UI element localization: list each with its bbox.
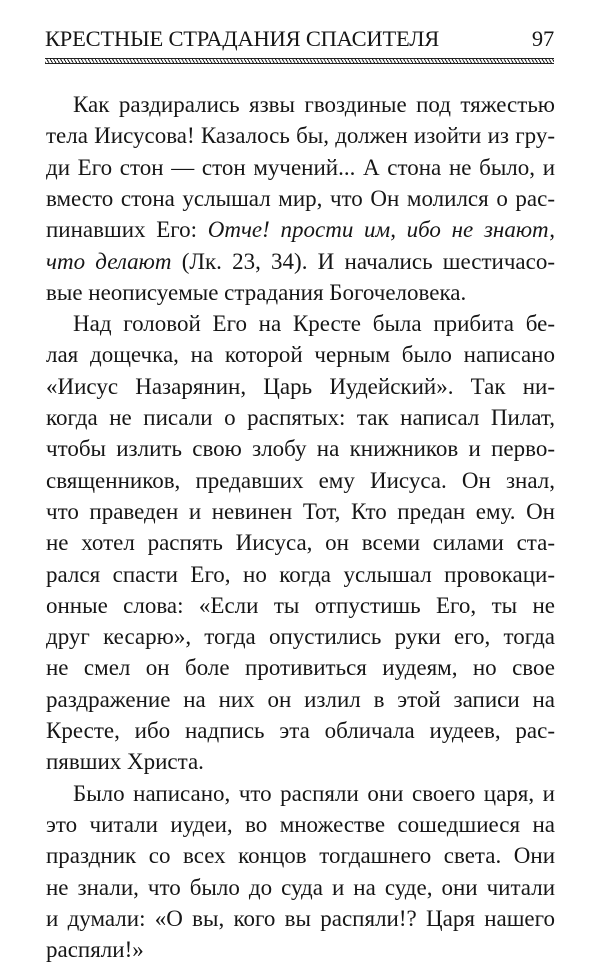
- text-segment: (Лк. 23, 34). И начались шестичасо-: [171, 248, 555, 274]
- text-segment: «Иисус Назарянин, Царь Иудейский». Так ни-: [46, 373, 555, 399]
- text-segment: онные слова: «Если ты отпустишь Его, ты не: [46, 592, 555, 618]
- page-number: 97: [531, 26, 554, 51]
- italic-quote: что делают: [46, 248, 172, 274]
- text-line: [46, 685, 555, 715]
- text-segment: лая дощечка, на которой черным было написано: [46, 342, 555, 368]
- text-segment: рался спасти Его, но когда услышал провокаци-: [46, 561, 555, 587]
- text-line: [46, 653, 555, 683]
- text-line: [46, 309, 555, 339]
- text-segment: когда не писали о распятых: так написал Пилат,: [46, 405, 555, 430]
- text-line: [46, 904, 555, 934]
- text-line: [46, 779, 555, 809]
- text-segment: Было написано, что распяли они своего царя, и: [73, 780, 555, 806]
- text-line: [46, 372, 555, 402]
- text-line: [46, 215, 555, 245]
- text-segment: что праведен и невинен Тот, Кто предан ему. Он: [46, 498, 555, 524]
- text-segment: не знали, что было до суда и на суде, они читали: [46, 874, 555, 900]
- text-line: [46, 560, 555, 590]
- running-header: [45, 24, 554, 54]
- text-segment: тела Иисусова! Казалось бы, должен изойти из гру-: [46, 123, 555, 149]
- text-line: [46, 90, 555, 120]
- text-line: [46, 810, 555, 840]
- text-segment: ди Его стон — стон мучений... А стона не было, и: [46, 154, 555, 180]
- text-segment: Над головой Его на Кресте была прибита бе-: [73, 311, 555, 337]
- text-line: [46, 591, 555, 621]
- text-segment: вые неописуемые страдания Богочеловека.: [46, 279, 467, 305]
- text-segment: это читали иудеи, во множестве сошедшиеся на: [46, 811, 555, 837]
- text-line: [46, 622, 555, 652]
- text-segment: друг кесарю», тогда опустились руки его, тогда: [46, 624, 555, 650]
- text-line: [46, 184, 555, 214]
- text-line: [46, 434, 555, 464]
- text-line: [46, 528, 555, 558]
- text-line: [46, 121, 555, 151]
- text-segment: пявших Христа.: [46, 749, 204, 775]
- text-line: [46, 153, 555, 183]
- text-segment: вместо стона услышал мир, что Он молился о рас-: [46, 185, 555, 211]
- text-line: [46, 873, 555, 903]
- text-segment: чтобы излить свою злобу на книжников и перво-: [46, 436, 555, 462]
- ornamental-rule: [45, 58, 554, 64]
- text-segment: не хотел распять Иисуса, он всеми силами ста-: [46, 530, 555, 556]
- running-title: КРЕСТНЫЕ СТРАДАНИЯ СПАСИТЕЛЯ: [45, 26, 440, 51]
- text-line: [46, 278, 555, 308]
- text-line: [46, 247, 555, 277]
- text-segment: не смел он боле противиться иудеям, но свое: [46, 655, 555, 681]
- text-segment: праздник со всех концов тогдашнего света. Они: [46, 843, 555, 869]
- text-segment: Кресте, ибо надпись эта обличала иудеев, рас-: [46, 718, 555, 743]
- text-line: [46, 716, 555, 746]
- text-line: [46, 497, 555, 527]
- italic-quote: Отче! прости им, ибо не знают,: [207, 217, 555, 243]
- text-line: [46, 403, 555, 433]
- text-line: [46, 747, 555, 777]
- text-line: [46, 841, 555, 871]
- text-segment: священников, предавших ему Иисуса. Он знал,: [46, 467, 555, 493]
- text-segment: пинавших Его:: [46, 217, 208, 243]
- text-line: [46, 935, 555, 965]
- text-segment: и думали: «О вы, кого вы распяли!? Царя нашего: [46, 905, 555, 931]
- text-line: [46, 340, 555, 370]
- text-line: [46, 466, 555, 496]
- text-segment: Как раздирались язвы гвоздиные под тяжестью: [73, 92, 555, 117]
- text-segment: раздражение на них он излил в этой записи на: [46, 686, 555, 712]
- text-segment: распяли!»: [46, 937, 144, 963]
